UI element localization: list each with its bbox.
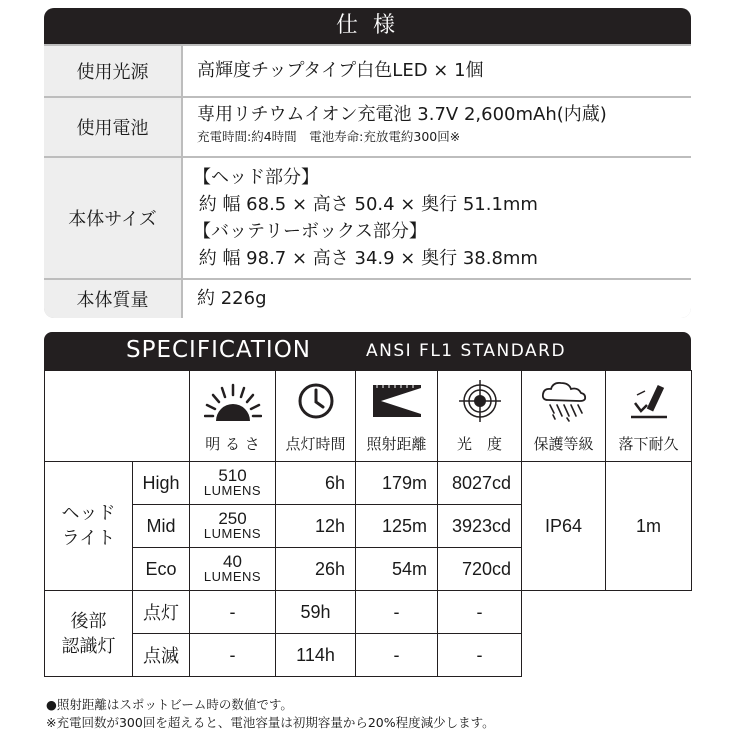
mode-cell: 点灯 (133, 591, 190, 634)
headlight-group-label (45, 462, 133, 591)
header-blank-cell (45, 371, 190, 462)
drop-cell: 1m (606, 462, 692, 591)
lumens-value: 510 (218, 466, 247, 485)
table-row (45, 591, 692, 634)
spec-label: 本体サイズ (44, 158, 181, 278)
group-line: 認識灯 (61, 635, 116, 657)
size-line: 【ヘッド部分】 (193, 167, 319, 188)
battery-value: 専用リチウムイオン充電池 3.7V 2,600mAh(内蔵) (197, 104, 607, 125)
spec-row-weight (44, 280, 691, 318)
intensity-cell: - (438, 591, 522, 634)
footnotes (46, 696, 495, 732)
lumens-cell (190, 505, 276, 548)
runtime-cell: 12h (276, 505, 356, 548)
spec-row-light-source (44, 46, 691, 96)
spec-value (183, 98, 691, 156)
col-label: 点灯時間 (285, 435, 346, 453)
footnote: ※充電回数が300回を超えると、電池容量は初期容量から20%程度減少します。 (46, 715, 495, 730)
col-label: 照射距離 (366, 435, 427, 453)
runtime-cell: 26h (276, 548, 356, 591)
specification-table (44, 370, 692, 677)
spec-table (44, 8, 691, 318)
distance-cell: 179m (356, 462, 438, 505)
intensity-cell: 8027cd (438, 462, 522, 505)
spec-row-battery (44, 98, 691, 156)
runtime-cell: 114h (276, 634, 356, 677)
specification-subtitle: ANSI FL1 STANDARD (366, 341, 567, 361)
lumens-unit: LUMENS (203, 526, 262, 541)
col-brightness (190, 371, 276, 462)
distance-cell: 54m (356, 548, 438, 591)
col-label: 光 度 (456, 435, 502, 453)
lumens-value: 40 (223, 552, 242, 571)
spec-label: 使用電池 (44, 98, 181, 156)
col-label: 落下耐久 (618, 435, 679, 453)
col-drop (606, 371, 692, 462)
col-label: 明 る さ (205, 435, 260, 453)
group-line: ヘッド (61, 503, 116, 524)
spec-value (183, 158, 691, 278)
lumens-cell: - (190, 634, 276, 677)
mode-cell: Eco (133, 548, 190, 591)
col-distance (356, 371, 438, 462)
intensity-cell: - (438, 634, 522, 677)
col-label: 保護等級 (533, 435, 594, 453)
runtime-cell: 59h (276, 591, 356, 634)
battery-note: 充電時間:約4時間 電池寿命:充放電約300回※ (197, 129, 461, 144)
lumens-unit: LUMENS (203, 569, 262, 584)
intensity-cell: 3923cd (438, 505, 522, 548)
table-row (45, 462, 692, 505)
intensity-cell: 720cd (438, 548, 522, 591)
footnote: ●照射距離はスポットビーム時の数値です。 (46, 697, 293, 712)
distance-cell: - (356, 634, 438, 677)
distance-cell: 125m (356, 505, 438, 548)
empty-area (522, 591, 692, 677)
lumens-value: 250 (218, 509, 247, 528)
size-line: 約 幅 98.7 × 高さ 34.9 × 奥行 38.8mm (193, 248, 538, 269)
size-line: 【バッテリーボックス部分】 (193, 221, 427, 242)
spec-title: 仕 様 (44, 8, 691, 44)
lumens-cell (190, 462, 276, 505)
runtime-cell: 6h (276, 462, 356, 505)
specification-header (44, 332, 691, 370)
brightness-icon (204, 381, 262, 426)
mode-cell: Mid (133, 505, 190, 548)
size-line: 約 幅 68.5 × 高さ 50.4 × 奥行 51.1mm (193, 194, 538, 215)
target-icon (458, 379, 502, 428)
col-protection (522, 371, 606, 462)
clock-icon (296, 381, 336, 426)
beam-distance-icon (371, 381, 423, 426)
rain-cloud-icon (538, 380, 590, 427)
group-line: 後部 (70, 610, 107, 632)
group-line: ライト (61, 528, 116, 549)
lumens-cell: - (190, 591, 276, 634)
col-intensity (438, 371, 522, 462)
spec-label: 本体質量 (44, 280, 181, 318)
lumens-unit: LUMENS (203, 483, 262, 498)
protection-cell: IP64 (522, 462, 606, 591)
spec-value: 高輝度チップタイプ白色LED × 1個 (183, 46, 691, 96)
spec-value: 約 226g (183, 280, 691, 318)
col-runtime (276, 371, 356, 462)
icon-header-row (45, 371, 692, 462)
rear-light-group-label (45, 591, 133, 677)
lumens-cell (190, 548, 276, 591)
spec-row-size (44, 158, 691, 278)
distance-cell: - (356, 591, 438, 634)
drop-test-icon (627, 381, 671, 426)
mode-cell: High (133, 462, 190, 505)
mode-cell: 点滅 (133, 634, 190, 677)
spec-label: 使用光源 (44, 46, 181, 96)
specification-title: SPECIFICATION (126, 337, 312, 363)
